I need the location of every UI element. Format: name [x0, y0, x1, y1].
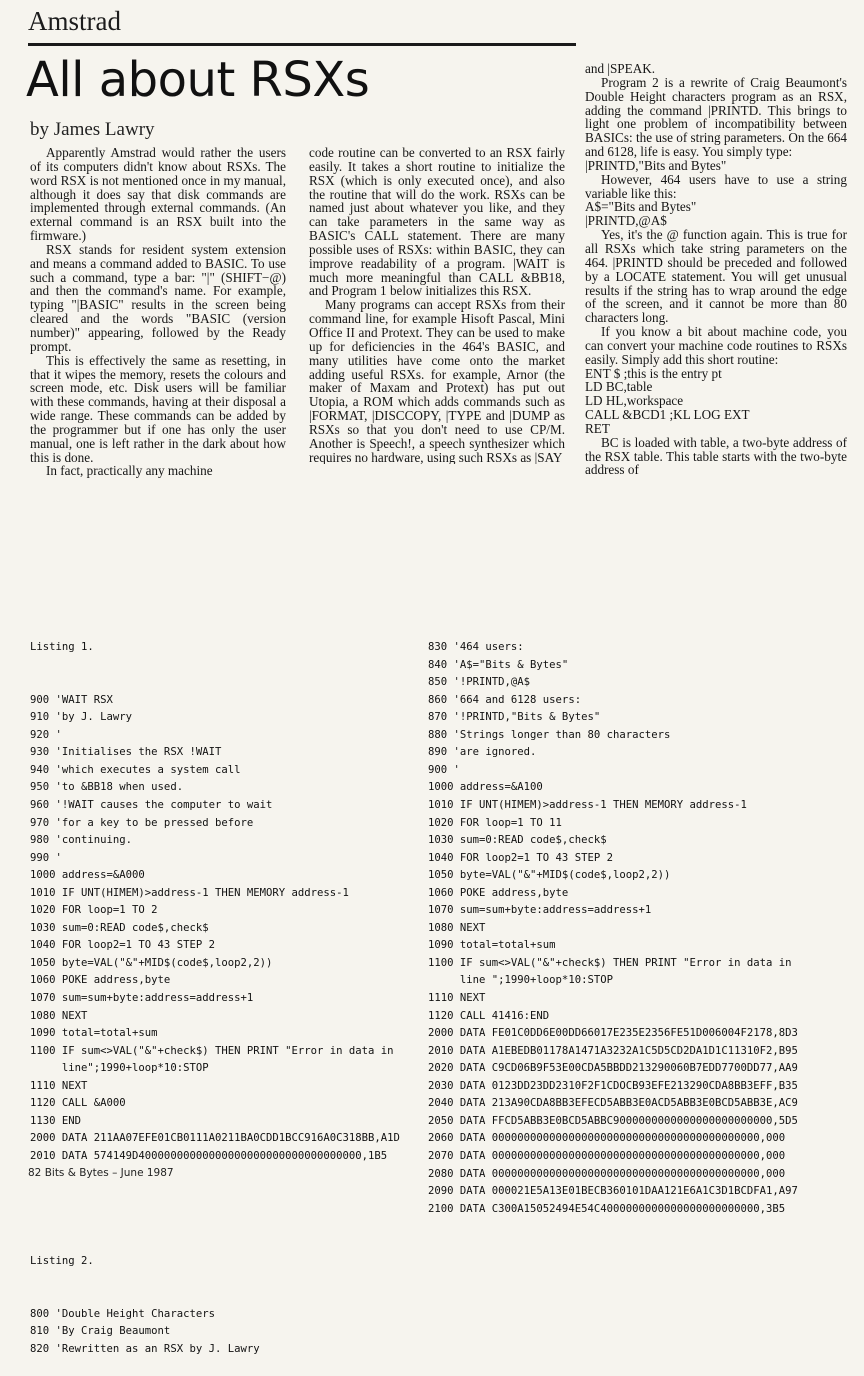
code-line: 910 'by J. Lawry: [30, 711, 133, 724]
paragraph: and |SPEAK.: [585, 62, 656, 76]
code-line: 1110 NEXT: [30, 1079, 88, 1092]
code-example: CALL &BCD1 ;KL LOG EXT: [585, 407, 750, 423]
code-line: 1010 IF UNT(HIMEM)>address-1 THEN MEMORY address-1: [428, 799, 747, 812]
code-line: 1130 END: [30, 1114, 82, 1127]
code-example: LD BC,table: [585, 379, 653, 395]
code-line: 2090 DATA 000021E5A13E01BECB360101DAA121E6A1C3D1BCDFA1,A97: [428, 1185, 798, 1198]
code-line: 800 'Double Height Characters: [30, 1307, 215, 1320]
code-line: 900 ': [428, 763, 460, 776]
code-line: line";1990+loop*10:STOP: [30, 1062, 209, 1075]
code-line: 2060 DATA 000000000000000000000000000000000000000000,000: [428, 1132, 786, 1145]
code-example: RET: [585, 420, 610, 436]
code-line: 1000 address=&A100: [428, 781, 543, 794]
code-line: 970 'for a key to be pressed before: [30, 816, 254, 829]
code-line: 2040 DATA 213A90CDA8BB3EFECD5ABB3E0ACD5ABB3E0BCD5ABB3E,AC9: [428, 1097, 798, 1110]
code-line: 1090 total=total+sum: [428, 939, 556, 952]
section-label: Amstrad: [28, 6, 121, 36]
listing-2-continued: [428, 604, 798, 1236]
article-column-1: [30, 146, 286, 478]
code-line: 2070 DATA 000000000000000000000000000000000000000000,000: [428, 1149, 786, 1162]
code-line: line ";1990+loop*10:STOP: [428, 974, 613, 987]
section-rule: [28, 43, 576, 46]
listing-1-code: [30, 692, 400, 1166]
article-column-2: [309, 146, 565, 464]
paragraph: Many programs can accept RSXs from their command line, for example Hisoft Pascal, Mini Office II and Protext. They can be used to make up for deficiencies in the 464's BASIC, and many utilities have come onto the market adding useful RSXs. for example, Arnor (the maker of Maxam and Protext) has put out Utopia, a ROM which adds commands such as |FORMAT, |DISCCOPY, |TYPE and |DUMP as RSXs so that you don't need to use CP/M. Another is Speech!, a speech synthesizer which requires no hardware, using such RSXs as |SAY: [309, 297, 565, 465]
code-line: 1000 address=&A000: [30, 869, 145, 882]
code-line: 1110 NEXT: [428, 992, 486, 1005]
listing-2-heading: Listing 2.: [30, 1255, 94, 1268]
code-line: 840 'A$="Bits & Bytes": [428, 658, 569, 671]
code-line: 930 'Initialises the RSX !WAIT: [30, 746, 222, 759]
paragraph: This is effectively the same as resetting, in that it wipes the memory, resets the colours and screen mode, etc. Disk users will be familiar with these commands, having at their disposal a wide range. These commands can be added by the programmer but if one has only the user manual, one is left rather in the dark about how this is done.: [30, 352, 286, 465]
byline: by James Lawry: [30, 119, 155, 140]
code-line: 1070 sum=sum+byte:address=address+1: [428, 904, 652, 917]
code-line: 2010 DATA A1EBEDB01178A1471A3232A1C5D5CD2DA1D1C11310F2,B95: [428, 1044, 798, 1057]
code-line: 980 'continuing.: [30, 834, 133, 847]
code-line: 1020 FOR loop=1 TO 2: [30, 904, 158, 917]
listing-2-code-continued: [428, 639, 798, 1218]
code-line: 1070 sum=sum+byte:address=address+1: [30, 992, 254, 1005]
code-line: 1120 CALL &A000: [30, 1097, 126, 1110]
paragraph: Apparently Amstrad would rather the users of its computers didn't know about RSXs. The word RSX is not mentioned once in my manual, although it does say that disk commands are implemented through external commands. (An external command is an RSX built into the firmware.): [30, 146, 286, 244]
code-line: 1030 sum=0:READ code$,check$: [30, 921, 209, 934]
code-line: 990 ': [30, 851, 62, 864]
code-line: 950 'to &BB18 when used.: [30, 781, 184, 794]
listing-1: [30, 604, 400, 1376]
paragraph: Yes, it's the @ function again. This is true for all RSXs which take string parameters on the 464. |PRINTD should be preceded and followed by a LOCATE statement. You will get unusual results if the string has to wrap around the edge of the screen, and it cannot be more than 80 characters long.: [585, 227, 847, 326]
paragraph: If you know a bit about machine code, you can convert your machine code routines to RSXs easily. Simply add this short routine:: [585, 324, 847, 367]
code-line: 850 '!PRINTD,@A$: [428, 676, 531, 689]
code-line: 830 '464 users:: [428, 641, 524, 654]
code-line: 1050 byte=VAL("&"+MID$(code$,loop2,2)): [30, 956, 273, 969]
code-line: 1030 sum=0:READ code$,check$: [428, 834, 607, 847]
code-line: 960 '!WAIT causes the computer to wait: [30, 799, 273, 812]
listing-spacer: [30, 1201, 400, 1219]
code-line: 940 'which executes a system call: [30, 763, 241, 776]
code-example: |PRINTD,"Bits and Bytes": [585, 157, 727, 173]
paragraph: code routine can be converted to an RSX fairly easily. It takes a short routine to initialize the RSX (which is only executed once), and also the routine that will do the work. RSXs can be named just about whatever you like, and they can take parameters in the same way as BASIC's CALL statement. There are many possible uses of RSXs: within BASIC, they can improve readability of a program. |WAIT is much more meaningful than CALL &BB18, and Program 1 below initializes this RSX.: [309, 146, 565, 299]
article-title: All about RSXs: [26, 52, 370, 108]
code-line: 1080 NEXT: [428, 921, 486, 934]
code-line: 1060 POKE address,byte: [30, 974, 171, 987]
listing-2-code-start: [30, 1306, 400, 1359]
code-line: 1050 byte=VAL("&"+MID$(code$,loop2,2)): [428, 869, 671, 882]
code-line: 1040 FOR loop2=1 TO 43 STEP 2: [30, 939, 215, 952]
code-line: 920 ': [30, 728, 62, 741]
code-line: 2010 DATA 574149D40000000000000000000000000000000000,1B5: [30, 1149, 388, 1162]
code-example: A$="Bits and Bytes": [585, 199, 697, 215]
code-line: 2020 DATA C9CD06B9F53E00CDA5BBDD213290060B7EDD7700DD77,AA9: [428, 1062, 798, 1075]
code-line: 810 'By Craig Beaumont: [30, 1325, 171, 1338]
code-line: 2030 DATA 0123DD23DD2310F2F1CDOCB93EFE213290CDA8BB3EFF,B35: [428, 1079, 798, 1092]
paragraph: RSX stands for resident system extension and means a command added to BASIC. To use such a command, type a bar: "|" (SHIFT−@) and then the command's name. For example, typing "|BASIC" results in the screen being cleared and the words "BASIC (version number)" appearing, followed by the Ready prompt.: [30, 241, 286, 354]
code-line: 1100 IF sum<>VAL("&"+check$) THEN PRINT "Error in data in: [428, 956, 792, 969]
page-footer: 82 Bits & Bytes – June 1987: [28, 1167, 174, 1179]
paragraph: BC is loaded with table, a two-byte address of the RSX table. This table starts with the two-byte address of: [585, 434, 847, 478]
code-line: 2000 DATA 211AA07EFE01CB0111A0211BA0CDD1BCC916A0C318BB,A1D: [30, 1132, 400, 1145]
code-line: 1120 CALL 41416:END: [428, 1009, 550, 1022]
article-column-3: [585, 62, 847, 477]
code-line: 1060 POKE address,byte: [428, 886, 569, 899]
listing-1-heading: Listing 1.: [30, 641, 94, 654]
paragraph: Program 2 is a rewrite of Craig Beaumont's Double Height characters program as an RSX, adding the command |PRINTD. This brings to light one problem of incompatibility between BASICs: the use of string parameters. On the 664 and 6128, life is easy. You simply type:: [585, 74, 847, 160]
code-line: 2080 DATA 000000000000000000000000000000000000000000,000: [428, 1167, 786, 1180]
code-line: 900 'WAIT RSX: [30, 693, 113, 706]
code-line: 1100 IF sum<>VAL("&"+check$) THEN PRINT "Error in data in: [30, 1044, 394, 1057]
paragraph: However, 464 users have to use a string variable like this:: [585, 171, 847, 201]
code-line: 2100 DATA C300A15052494E54C4000000000000000000000000,3B5: [428, 1202, 786, 1215]
code-line: 2050 DATA FFCD5ABB3E0BCD5ABBC9000000000000000000000000,5D5: [428, 1114, 798, 1127]
code-example: |PRINTD,@A$: [585, 213, 667, 229]
code-example: ENT $ ;this is the entry pt: [585, 365, 722, 381]
code-line: 1090 total=total+sum: [30, 1027, 158, 1040]
code-line: 820 'Rewritten as an RSX by J. Lawry: [30, 1342, 260, 1355]
code-line: 1040 FOR loop2=1 TO 43 STEP 2: [428, 851, 613, 864]
code-line: 870 '!PRINTD,"Bits & Bytes": [428, 711, 601, 724]
paragraph: In fact, practically any machine: [46, 463, 213, 479]
code-line: 2000 DATA FE01C0DD6E00DD66017E235E2356FE51D006004F2178,8D3: [428, 1027, 798, 1040]
code-line: 1080 NEXT: [30, 1009, 88, 1022]
code-line: 890 'are ignored.: [428, 746, 537, 759]
code-example: LD HL,workspace: [585, 393, 684, 409]
code-line: 1020 FOR loop=1 TO 11: [428, 816, 562, 829]
code-line: 880 'Strings longer than 80 characters: [428, 728, 671, 741]
code-line: 1010 IF UNT(HIMEM)>address-1 THEN MEMORY address-1: [30, 886, 349, 899]
code-line: 860 '664 and 6128 users:: [428, 693, 582, 706]
